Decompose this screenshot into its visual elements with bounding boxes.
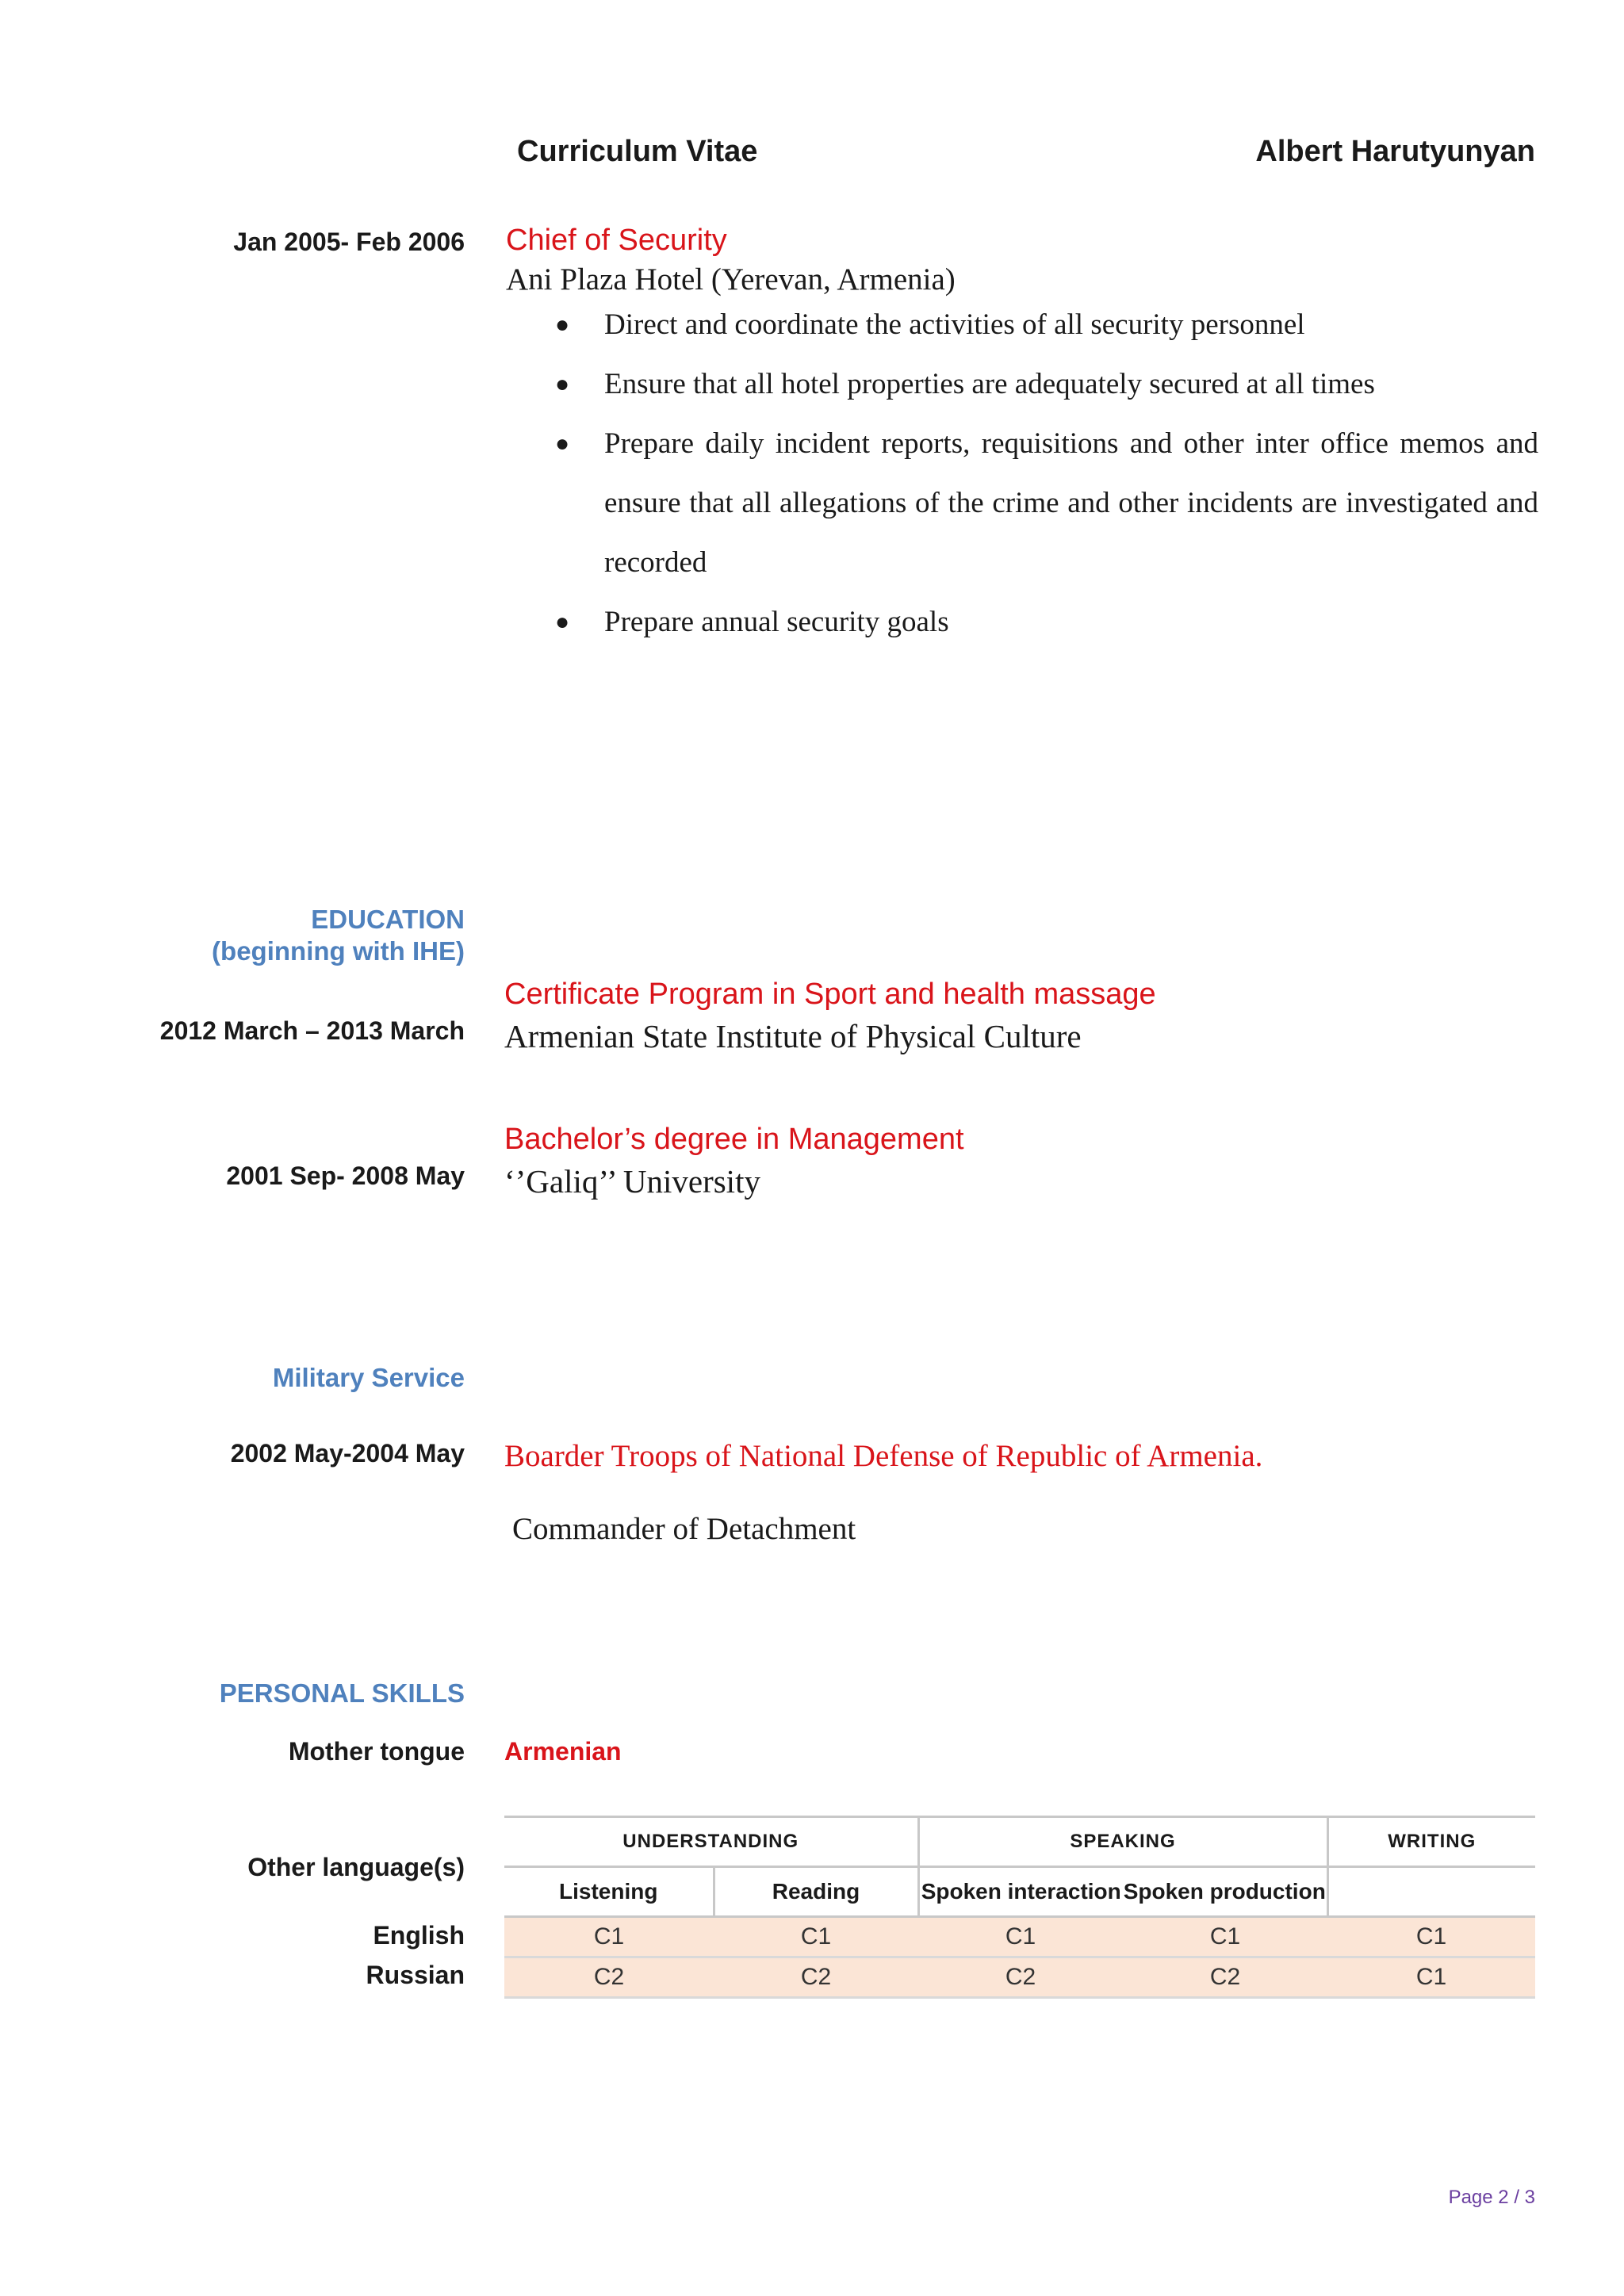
level-cell: C2 — [714, 1957, 918, 1998]
military-dates: 2002 May-2004 May — [230, 1439, 465, 1468]
subheader-listening: Listening — [504, 1867, 714, 1917]
mother-tongue-value: Armenian — [504, 1737, 622, 1766]
language-skills-table — [504, 1816, 1535, 1999]
header-writing: WRITING — [1327, 1817, 1535, 1867]
level-cell: C1 — [1327, 1957, 1535, 1998]
work-position: Chief of Security — [506, 224, 727, 257]
table-row — [504, 1957, 1535, 1998]
work-dates: Jan 2005- Feb 2006 — [233, 228, 465, 256]
education-institution: Armenian State Institute of Physical Culture — [504, 1018, 1082, 1054]
education-title: Bachelor’s degree in Management — [504, 1123, 964, 1156]
level-cell: C2 — [504, 1957, 714, 1998]
bullet-icon: ● — [555, 371, 570, 397]
language-name-english: English — [373, 1921, 465, 1950]
bullet-icon: ● — [555, 430, 570, 457]
education-heading: EDUCATION — [311, 905, 465, 934]
duty-item: ● Ensure that all hotel properties are adequately secured at all times — [555, 354, 1538, 414]
other-languages-label: Other language(s) — [247, 1853, 465, 1881]
skills-heading: PERSONAL SKILLS — [219, 1678, 465, 1708]
subheader-reading: Reading — [714, 1867, 918, 1917]
bullet-icon: ● — [555, 609, 570, 635]
military-role: Commander of Detachment — [512, 1512, 856, 1546]
education-title: Certificate Program in Sport and health massage — [504, 978, 1156, 1011]
page-number: Page 2 / 3 — [1448, 2187, 1535, 2208]
duty-item: ● Prepare daily incident reports, requisitions and other inter office memos and ensure that all allegations of the crime and other incidents are investigated and recorded — [555, 414, 1538, 592]
education-dates: 2001 Sep- 2008 May — [226, 1161, 465, 1190]
work-employer: Ani Plaza Hotel (Yerevan, Armenia) — [506, 262, 956, 297]
level-cell: C1 — [1123, 1917, 1327, 1957]
mother-tongue-label: Mother tongue — [288, 1737, 465, 1766]
education-institution: ‘’Galiq’’ University — [504, 1163, 760, 1200]
table-row — [504, 1917, 1535, 1957]
level-cell: C1 — [918, 1917, 1123, 1957]
document-title: Curriculum Vitae — [517, 135, 758, 168]
header-speaking: SPEAKING — [918, 1817, 1327, 1867]
duty-item: ● Prepare annual security goals — [555, 592, 1538, 652]
subheader-spoken-interaction: Spoken interaction — [918, 1867, 1123, 1917]
bullet-icon: ● — [555, 312, 570, 338]
military-heading: Military Service — [272, 1363, 465, 1392]
subheader-writing-empty — [1327, 1867, 1535, 1917]
level-cell: C1 — [504, 1917, 714, 1957]
duties-list — [555, 295, 1538, 652]
military-unit: Boarder Troops of National Defense of Republic of Armenia. — [504, 1439, 1263, 1473]
table-header-row — [504, 1817, 1535, 1867]
level-cell: C1 — [1327, 1917, 1535, 1957]
education-dates: 2012 March – 2013 March — [159, 1016, 465, 1045]
level-cell: C1 — [714, 1917, 918, 1957]
candidate-name: Albert Harutyunyan — [1255, 135, 1535, 168]
level-cell: C2 — [918, 1957, 1123, 1998]
education-subheading: (beginning with IHE) — [212, 936, 465, 966]
language-name-russian: Russian — [366, 1961, 465, 1989]
subheader-spoken-production: Spoken production — [1123, 1867, 1327, 1917]
duty-item: ● Direct and coordinate the activities of all security personnel — [555, 295, 1538, 354]
header-understanding: UNDERSTANDING — [504, 1817, 918, 1867]
table-subheader-row — [504, 1867, 1535, 1917]
level-cell: C2 — [1123, 1957, 1327, 1998]
